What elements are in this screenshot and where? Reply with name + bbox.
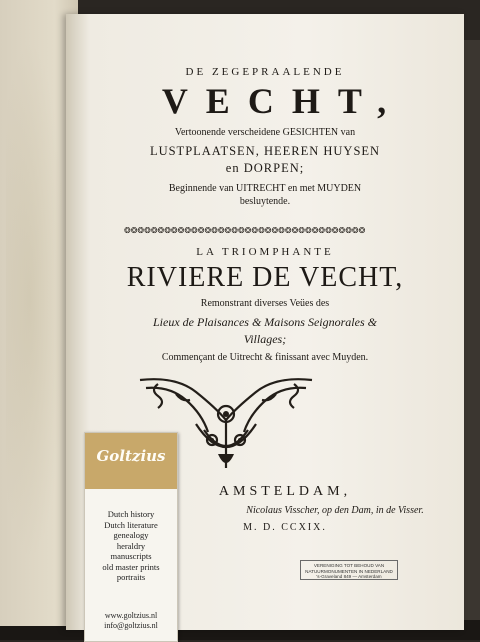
bookmark-header xyxy=(85,433,177,489)
bookmark-topics xyxy=(85,509,177,583)
subtitle-vertoonende: Vertoonende verscheidene GESICHTEN van xyxy=(174,127,356,138)
subtitle-villages: Villages; xyxy=(243,332,287,346)
subtitle-lustplaatsen: LUSTPLAATSEN, HEEREN HUYSEN xyxy=(149,144,381,158)
website-text: www.goltzius.nl xyxy=(104,611,158,620)
subtitle-dorpen: en DORPEN; xyxy=(225,161,305,175)
book-edge xyxy=(464,40,480,620)
topic-item: Dutch literature xyxy=(104,519,158,530)
imprint-city: AMSTELDAM, xyxy=(218,484,352,499)
library-stamp xyxy=(300,560,398,580)
email-text: info@goltzius.nl xyxy=(104,621,158,630)
bookmark-contact xyxy=(85,611,177,631)
title-riviere-de-vecht: RIVIERE DE VECHT, xyxy=(126,262,404,293)
topic-item: portraits xyxy=(116,572,146,582)
subtitle-beginnende: Beginnende van UITRECHT en met MUYDEN xyxy=(168,183,362,194)
ornamental-divider: ❂❂❂❂❂❂❂❂❂❂❂❂❂❂❂❂❂❂❂❂❂❂❂❂❂❂❂❂❂❂❂❂❂❂❂❂ xyxy=(124,226,366,234)
title-la-triomphante: LA TRIOMPHANTE xyxy=(196,246,334,258)
stamp-line: NATUURMONUMENTEN IN NEDERLAND xyxy=(305,568,393,574)
foxing-stain xyxy=(6,40,66,560)
goltzius-bookmark xyxy=(84,432,178,642)
imprint-publisher: Nicolaus Visscher, op den Dam, in de Visser. xyxy=(246,505,424,516)
subtitle-besluytende: besluytende. xyxy=(239,196,291,207)
topic-item: genealogy xyxy=(113,530,149,540)
stamp-line: VERENIGING TOT BEHOUD VAN xyxy=(313,563,385,568)
subtitle-commencant: Commençant de Uitrecht & finissant avec Muyden. xyxy=(161,352,369,363)
topic-item: Dutch history xyxy=(107,509,155,519)
title-vecht: VECHT, xyxy=(161,81,405,121)
topic-item: manuscripts xyxy=(110,551,152,561)
topic-item: heraldry xyxy=(116,540,146,551)
title-line-zegepraalende: DE ZEGEPRAALENDE xyxy=(185,66,345,78)
stamp-line: 's-Graveland 849 — Amsterdam xyxy=(316,574,382,580)
subtitle-remonstrant: Remonstrant diverses Veües des xyxy=(200,298,330,309)
imprint-year: M. D. CCXIX. xyxy=(243,522,327,533)
topic-item: old master prints xyxy=(102,561,160,572)
subtitle-lieux: Lieux de Plaisances & Maisons Seignorales & xyxy=(153,315,377,329)
goltzius-logo: Goltzius xyxy=(96,447,166,465)
